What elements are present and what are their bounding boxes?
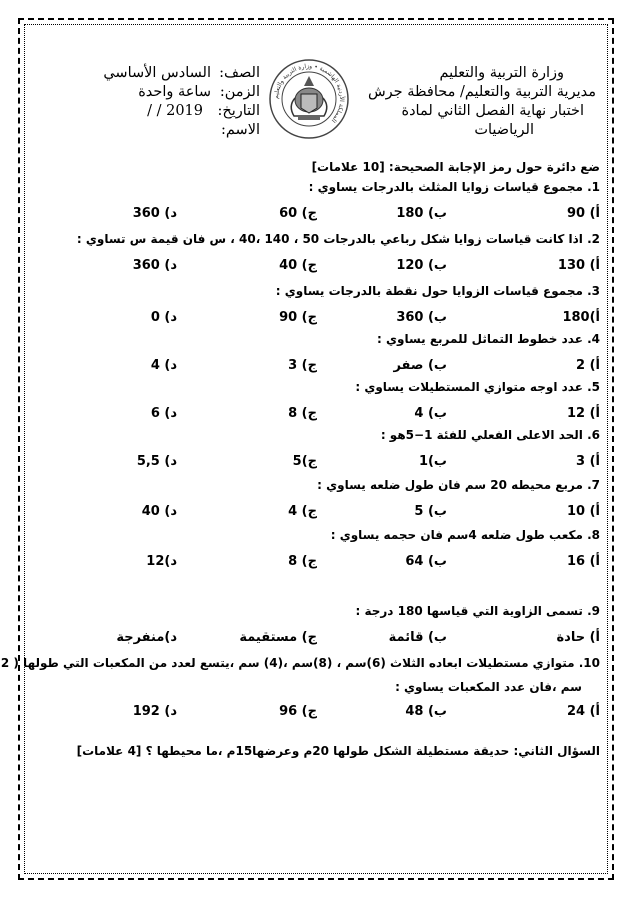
question-5-option-3[interactable]: ج) 8 <box>288 406 317 421</box>
question-1-options <box>30 206 600 226</box>
question-7-option-3[interactable]: ج) 4 <box>288 504 317 519</box>
question-2-option-1[interactable]: أ) 130 <box>557 258 600 273</box>
question-6-option-1[interactable]: أ) 3 <box>576 454 600 469</box>
exam-line: اختبار نهاية الفصل الثاني لمادة <box>401 103 584 119</box>
ministry-line: وزارة التربية والتعليم <box>439 65 564 81</box>
second-question: السؤال الثاني: حديقة مستطيلة الشكل طولها 20م وعرضها15م ،ما محيطها ؟ [4 علامات] <box>76 744 600 758</box>
emblem-ring-text: المملكة الأردنية الهاشمية • وزارة التربية والتعليم <box>272 62 346 124</box>
time-label: الزمن: <box>219 84 260 100</box>
question-1-option-4[interactable]: د) 360 <box>132 206 177 221</box>
question-2-option-2[interactable]: ب) 120 <box>396 258 447 273</box>
question-7-option-2[interactable]: ب) 5 <box>414 504 447 519</box>
question-8-options <box>30 554 600 574</box>
question-5-option-2[interactable]: ب) 4 <box>414 406 447 421</box>
question-8-text: 8. مكعب طول ضلعه 4سم فان حجمه يساوي : <box>330 528 600 542</box>
question-8-option-1[interactable]: أ) 16 <box>566 554 600 569</box>
header-left <box>217 64 260 140</box>
grade-value: السادس الأساسي <box>103 65 211 81</box>
question-7-option-1[interactable]: أ) 10 <box>566 504 600 519</box>
question-10-option-1[interactable]: أ) 24 <box>566 704 600 719</box>
header-right <box>368 64 596 140</box>
header-left-values <box>103 64 211 121</box>
question-9-option-2[interactable]: ب) قائمة <box>388 630 447 645</box>
question-6-option-2[interactable]: ب)1 <box>418 454 447 469</box>
question-1-option-1[interactable]: أ) 90 <box>566 206 600 221</box>
question-9-options <box>30 630 600 650</box>
question-2-text: 2. اذا كانت قياسات زوايا شكل رباعي بالدرجات 50 ، 140 ،40 ، س فان قيمة س تساوي : <box>76 232 600 246</box>
date-value: 2019 / / <box>147 103 203 119</box>
subject-line: الرياضيات <box>474 122 534 138</box>
question-1-option-3[interactable]: ج) 60 <box>279 206 317 221</box>
question-10-option-2[interactable]: ب) 48 <box>405 704 447 719</box>
instructions: ضع دائرة حول رمز الإجابة الصحيحة: [10 علامات] <box>311 160 600 174</box>
question-1-text: 1. مجموع قياسات زوايا المثلث بالدرجات يساوي : <box>308 180 600 194</box>
question-6-option-3[interactable]: ج)5 <box>292 454 317 469</box>
question-10-option-4[interactable]: د) 192 <box>132 704 177 719</box>
question-9-text: 9. تسمى الزاوية التي قياسها 180 درجة : <box>355 604 600 618</box>
question-5-options <box>30 406 600 426</box>
question-7-options <box>30 504 600 524</box>
time-value: ساعة واحدة <box>138 84 211 100</box>
question-2-options <box>30 258 600 278</box>
question-3-option-4[interactable]: د) 0 <box>150 310 177 325</box>
question-10-option-3[interactable]: ج) 96 <box>279 704 317 719</box>
question-7-option-4[interactable]: د) 40 <box>141 504 177 519</box>
question-6-options <box>30 454 600 474</box>
grade-label: الصف: <box>219 65 260 81</box>
question-3-option-3[interactable]: ج) 90 <box>279 310 317 325</box>
question-5-option-4[interactable]: د) 6 <box>150 406 177 421</box>
question-9-option-4[interactable]: د)منفرجة <box>116 630 177 645</box>
question-4-option-4[interactable]: د) 4 <box>150 358 177 373</box>
question-8-option-3[interactable]: ج) 8 <box>288 554 317 569</box>
question-10-text: 10. متوازي مستطيلات ابعاده الثلاث (6)سم ، (8)سم ،(4) سم ،يتسع لعدد من المكعبات التي طولها ( 2 <box>0 656 600 670</box>
question-10-text-cont: سم ،فان عدد المكعبات يساوي : <box>395 680 582 694</box>
question-3-text: 3. مجموع قياسات الزوايا حول نقطة بالدرجات يساوي : <box>275 284 600 298</box>
question-4-options <box>30 358 600 378</box>
question-3-options <box>30 310 600 330</box>
question-3-option-1[interactable]: أ)180 <box>562 310 600 325</box>
question-2-option-4[interactable]: د) 360 <box>132 258 177 273</box>
question-4-option-3[interactable]: ج) 3 <box>288 358 317 373</box>
question-1-option-2[interactable]: ب) 180 <box>396 206 447 221</box>
question-7-text: 7. مربع محيطه 20 سم فان طول ضلعه يساوي : <box>317 478 600 492</box>
directorate-line: مديرية التربية والتعليم/ محافظة جرش <box>367 84 596 100</box>
question-4-text: 4. عدد خطوط التماثل للمربع يساوي : <box>377 332 600 346</box>
question-6-text: 6. الحد الاعلى الفعلي للفئة 1−5هو : <box>380 428 600 442</box>
question-5-text: 5. عدد اوجه متوازي المستطيلات يساوي : <box>355 380 600 394</box>
question-9-option-1[interactable]: أ) حادة <box>556 630 600 645</box>
name-label: الاسم: <box>221 122 260 138</box>
question-4-option-2[interactable]: ب) صفر <box>393 358 447 373</box>
jordan-emblem-icon <box>268 58 350 140</box>
question-8-option-2[interactable]: ب) 64 <box>405 554 447 569</box>
question-2-option-3[interactable]: ج) 40 <box>279 258 317 273</box>
question-3-option-2[interactable]: ب) 360 <box>396 310 447 325</box>
date-label: التاريخ: <box>217 103 260 119</box>
question-4-option-1[interactable]: أ) 2 <box>576 358 600 373</box>
question-8-option-4[interactable]: د)12 <box>146 554 177 569</box>
question-5-option-1[interactable]: أ) 12 <box>566 406 600 421</box>
question-9-option-3[interactable]: ج) مستقيمة <box>239 630 317 645</box>
question-6-option-4[interactable]: د) 5,5 <box>136 454 177 469</box>
question-10-options <box>30 704 600 724</box>
